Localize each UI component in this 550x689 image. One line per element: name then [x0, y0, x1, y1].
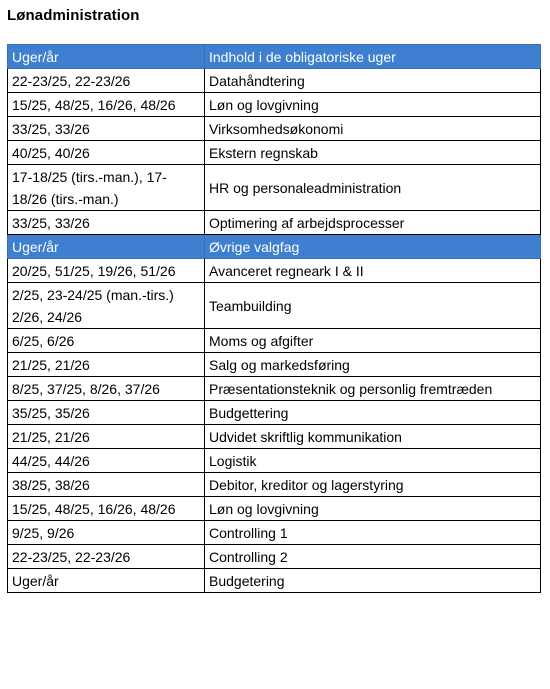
content-cell: Præsentationsteknik og personlig fremtræden	[205, 377, 541, 401]
table-row	[8, 329, 541, 353]
column-header-weeks: Uger/år	[8, 235, 205, 259]
table-row	[8, 521, 541, 545]
table-row	[8, 377, 541, 401]
weeks-cell: 21/25, 21/26	[8, 353, 205, 377]
weeks-cell: 44/25, 44/26	[8, 449, 205, 473]
content-cell: Budgettering	[205, 401, 541, 425]
column-header-weeks: Uger/år	[8, 45, 205, 69]
table-row	[8, 165, 541, 211]
table-row	[8, 259, 541, 283]
weeks-cell: 9/25, 9/26	[8, 521, 205, 545]
content-cell: HR og personaleadministration	[205, 165, 541, 211]
content-cell: Controlling 1	[205, 521, 541, 545]
weeks-line: 2/26, 24/26	[12, 309, 83, 325]
weeks-cell: 20/25, 51/25, 19/26, 51/26	[8, 259, 205, 283]
weeks-cell: 35/25, 35/26	[8, 401, 205, 425]
table-row	[8, 93, 541, 117]
table-row	[8, 141, 541, 165]
weeks-cell: 40/25, 40/26	[8, 141, 205, 165]
content-cell: Moms og afgifter	[205, 329, 541, 353]
table-row	[8, 473, 541, 497]
content-cell: Ekstern regnskab	[205, 141, 541, 165]
column-header-content: Indhold i de obligatoriske uger	[205, 45, 541, 69]
weeks-cell: 15/25, 48/25, 16/26, 48/26	[8, 497, 205, 521]
table-header-row	[8, 45, 541, 69]
weeks-cell	[8, 283, 205, 329]
content-cell: Salg og markedsføring	[205, 353, 541, 377]
table-row	[8, 569, 541, 593]
content-cell: Budgetering	[205, 569, 541, 593]
table-row	[8, 545, 541, 569]
content-cell: Udvidet skriftlig kommunikation	[205, 425, 541, 449]
weeks-cell: 15/25, 48/25, 16/26, 48/26	[8, 93, 205, 117]
content-cell: Debitor, kreditor og lagerstyring	[205, 473, 541, 497]
table-row	[8, 401, 541, 425]
table-row	[8, 449, 541, 473]
content-cell: Løn og lovgivning	[205, 93, 541, 117]
content-cell: Løn og lovgivning	[205, 497, 541, 521]
weeks-cell: 17-18/25 (tirs.-man.), 17-18/26 (tirs.-man.)	[8, 165, 205, 211]
weeks-cell: 33/25, 33/26	[8, 117, 205, 141]
page-title: Lønadministration	[7, 7, 140, 24]
weeks-cell: 8/25, 37/25, 8/26, 37/26	[8, 377, 205, 401]
weeks-cell: 21/25, 21/26	[8, 425, 205, 449]
schedule-table	[7, 44, 541, 593]
table-row	[8, 69, 541, 93]
content-cell: Logistik	[205, 449, 541, 473]
content-cell: Datahåndtering	[205, 69, 541, 93]
column-header-content: Øvrige valgfag	[205, 235, 541, 259]
weeks-cell: Uger/år	[8, 569, 205, 593]
table-row	[8, 211, 541, 235]
content-cell: Teambuilding	[205, 283, 541, 329]
table-header-row	[8, 235, 541, 259]
table-row	[8, 497, 541, 521]
content-cell: Avanceret regneark I & II	[205, 259, 541, 283]
weeks-line: 2/25, 23-24/25 (man.-tirs.)	[12, 287, 174, 303]
weeks-cell: 33/25, 33/26	[8, 211, 205, 235]
content-cell: Controlling 2	[205, 545, 541, 569]
weeks-cell: 22-23/25, 22-23/26	[8, 545, 205, 569]
weeks-cell: 38/25, 38/26	[8, 473, 205, 497]
table-row	[8, 117, 541, 141]
weeks-cell: 22-23/25, 22-23/26	[8, 69, 205, 93]
table-row	[8, 353, 541, 377]
table-row	[8, 283, 541, 329]
table-row	[8, 425, 541, 449]
content-cell: Virksomhedsøkonomi	[205, 117, 541, 141]
weeks-cell: 6/25, 6/26	[8, 329, 205, 353]
content-cell: Optimering af arbejdsprocesser	[205, 211, 541, 235]
